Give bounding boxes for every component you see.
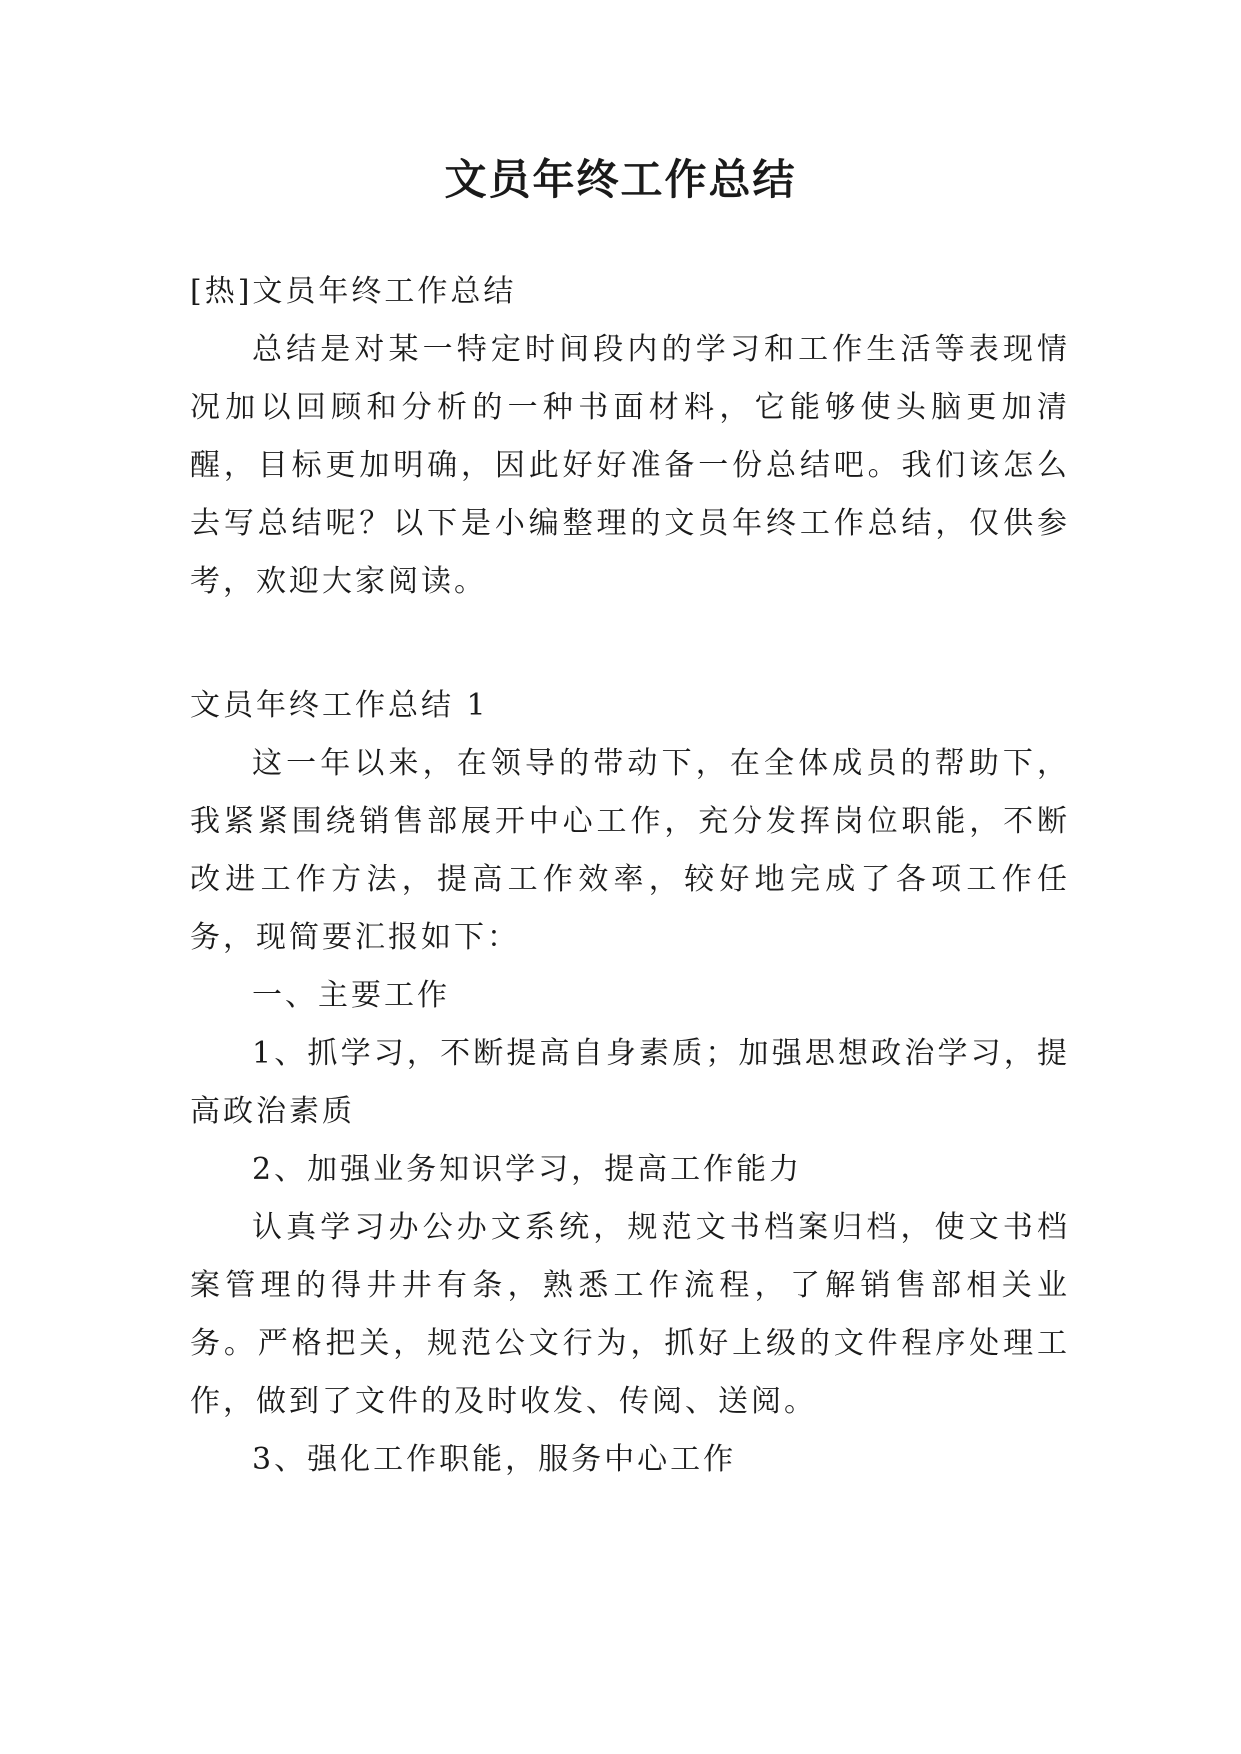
section-1-subheading: 一、主要工作 bbox=[252, 978, 450, 1013]
intro-paragraph: 总结是对某一特定时间段内的学习和工作生活等表现情况加以回顾和分析的一种书面材料，它能够使头脑更加清醒，目标更加明确，因此好好准备一份总结吧。我们该怎么去写总结呢？以下是小编整理的文员年终工作总结，仅供参考，欢迎大家阅读。 bbox=[190, 332, 1070, 599]
section-1-item-2: 2、加强业务知识学习，提高工作能力 bbox=[252, 1152, 803, 1187]
intro-section bbox=[190, 263, 1070, 611]
section-1-paragraph-1: 这一年以来，在领导的带动下，在全体成员的帮助下，我紧紧围绕销售部展开中心工作，充分发挥岗位职能，不断改进工作方法，提高工作效率，较好地完成了各项工作任务，现简要汇报如下： bbox=[190, 746, 1070, 955]
section-1 bbox=[190, 677, 1070, 1489]
section-1-item-3: 3、强化工作职能，服务中心工作 bbox=[252, 1442, 737, 1477]
section-1-heading: 文员年终工作总结 1 bbox=[190, 688, 489, 723]
section-1-item-1: 1、抓学习，不断提高自身素质；加强思想政治学习，提高政治素质 bbox=[190, 1036, 1070, 1129]
section-1-paragraph-2: 认真学习办公办文系统，规范文书档案归档，使文书档案管理的得井井有条，熟悉工作流程，了解销售部相关业务。严格把关，规范公文行为，抓好上级的文件程序处理工作，做到了文件的及时收发、传阅、送阅。 bbox=[190, 1210, 1070, 1419]
document-title: 文员年终工作总结 bbox=[444, 155, 797, 204]
intro-heading: [热]文员年终工作总结 bbox=[190, 274, 517, 309]
